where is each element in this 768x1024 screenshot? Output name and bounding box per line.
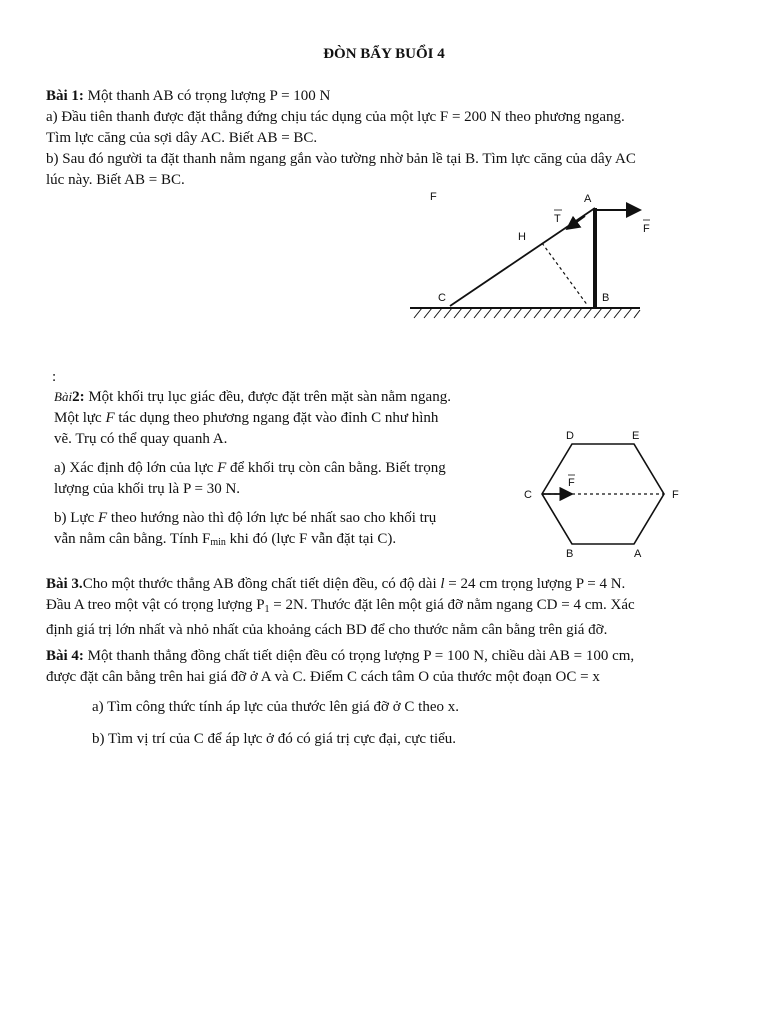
exercise-2-part-b-line-2b: khi đó (lực F vẫn đặt tại C). <box>225 531 397 547</box>
subscript-1: 1 <box>264 604 270 615</box>
label-f-top: F <box>430 191 437 203</box>
exercise-4-heading: Bài 4: <box>46 648 84 664</box>
exercise-2-intro-line-3: vẽ. Trụ có thể quay quanh A. <box>54 431 228 447</box>
exercise-3-heading: Bài 3. <box>46 576 83 592</box>
label-f-vector: F <box>568 477 575 489</box>
exercise-1-part-a-line-2: Tìm lực căng của sợi dây AC. Biết AB = BC. <box>46 130 318 146</box>
exercise-2-part-a-line-2: lượng của khối trụ là P = 30 N. <box>54 481 241 497</box>
exercise-2 <box>54 386 506 561</box>
exercise-2-part-b-line-2a: vẫn nằm cân bằng. Tính F <box>54 531 211 547</box>
exercise-2-part-b-line-1b: theo hướng nào thì độ lớn lực bé nhất sao cho khối trụ <box>107 510 437 526</box>
exercise-2-part-a-line-1a: a) Xác định độ lớn của lực <box>54 460 218 476</box>
exercise-4 <box>46 646 718 688</box>
label-b: B <box>602 292 610 304</box>
exercise-4-question-b: b) Tìm vị trí của C để áp lực ở đó có giá trị cực đại, cực tiểu. <box>92 731 457 747</box>
exercise-2-intro-line-2a: Một lực <box>54 410 106 426</box>
exercise-2-part-b-line-1a: b) Lực <box>54 510 98 526</box>
exercise-4-line-2: được đặt cân bằng trên hai giá đỡ ở A và C. Điểm C cách tâm O của thước một đoạn OC = x <box>46 669 600 685</box>
exercise-2-part-a <box>54 458 506 500</box>
exercise-1 <box>46 86 718 191</box>
exercise-2-intro <box>54 386 506 450</box>
label-t: T <box>554 213 561 225</box>
exercise-2-intro-line-2b: tác dụng theo phương ngang đặt vào đỉnh C như hình <box>114 410 439 426</box>
exercise-2-part-b <box>54 508 506 553</box>
exercise-3-line-3: định giá trị lớn nhất và nhỏ nhất của khoảng cách BD để cho thước nằm cân bằng trên giá đỡ. <box>46 622 608 638</box>
label-e: E <box>632 430 640 442</box>
exercise-1-part-b-line-2: lúc này. Biết AB = BC. <box>46 172 185 188</box>
edge-cb <box>542 494 572 544</box>
force-symbol: F <box>217 460 227 476</box>
exercise-4-question-a: a) Tìm công thức tính áp lực của thước lên giá đỡ ở C theo x. <box>92 699 459 715</box>
label-a: A <box>634 548 642 560</box>
label-c: C <box>524 489 532 501</box>
label-a: A <box>584 193 592 205</box>
ground-hatching <box>414 308 640 318</box>
exercise-2-intro-line-1: Một khối trụ lục giác đều, được đặt trên mặt sàn nằm ngang. <box>84 389 451 405</box>
exercise-2-part-a-line-1b: để khối trụ còn cân bằng. Biết trọng <box>226 460 446 476</box>
label-f: F <box>672 489 679 501</box>
exercise-3-line-2a: Đầu A treo một vật có trọng lượng P <box>46 597 265 613</box>
figure-1-lever-diagram <box>400 186 650 336</box>
exercise-3 <box>46 574 718 641</box>
subscript-min: min <box>210 537 226 548</box>
exercise-1-part-b-line-1: b) Sau đó người ta đặt thanh nằm ngang gắn vào tường nhờ bản lề tại B. Tìm lực căng của dây AC <box>46 151 636 167</box>
length-symbol: l <box>440 576 445 592</box>
document-title: ĐÒN BẨY BUỔI 4 <box>323 46 445 62</box>
exercise-1-heading: Bài 1: <box>46 88 84 104</box>
label-d: D <box>566 430 574 442</box>
exercise-3-line-1a: Cho một thước thẳng AB đồng chất tiết diện đều, có độ dài <box>82 576 441 592</box>
figure-2-hexagon-diagram <box>512 424 692 564</box>
force-symbol: F <box>97 510 108 526</box>
label-f-vector: F <box>643 223 650 235</box>
exercise-1-part-a-line-1: a) Đầu tiên thanh được đặt thẳng đứng chịu tác dụng của một lực F = 200 N theo phương ngang. <box>46 109 625 125</box>
exercise-1-intro <box>46 86 718 107</box>
exercise-3-line-2b: = 2N. Thước đặt lên một giá đỡ nằm ngang CD = 4 cm. Xác <box>269 597 635 613</box>
exercise-4-line-1: Một thanh thẳng đồng chất tiết diện đều có trọng lượng P = 100 N, chiều dài AB = 100 cm, <box>83 648 635 664</box>
tension-t-arrow <box>567 216 585 229</box>
exercise-3-line-1b: = 24 cm trọng lượng P = 4 N. <box>444 576 626 592</box>
perpendicular-bh <box>542 243 588 306</box>
exercise-2-heading-italic: Bài <box>54 389 73 404</box>
exercise-1-intro-text: Một thanh AB có trọng lượng P = 100 N <box>83 88 331 104</box>
force-symbol: F <box>105 410 115 426</box>
label-b: B <box>566 548 574 560</box>
label-h: H <box>518 231 526 243</box>
exercise-2-heading: 2: <box>72 389 85 405</box>
label-c: C <box>438 292 446 304</box>
string-ac <box>450 208 595 306</box>
stray-colon: : <box>52 369 57 385</box>
